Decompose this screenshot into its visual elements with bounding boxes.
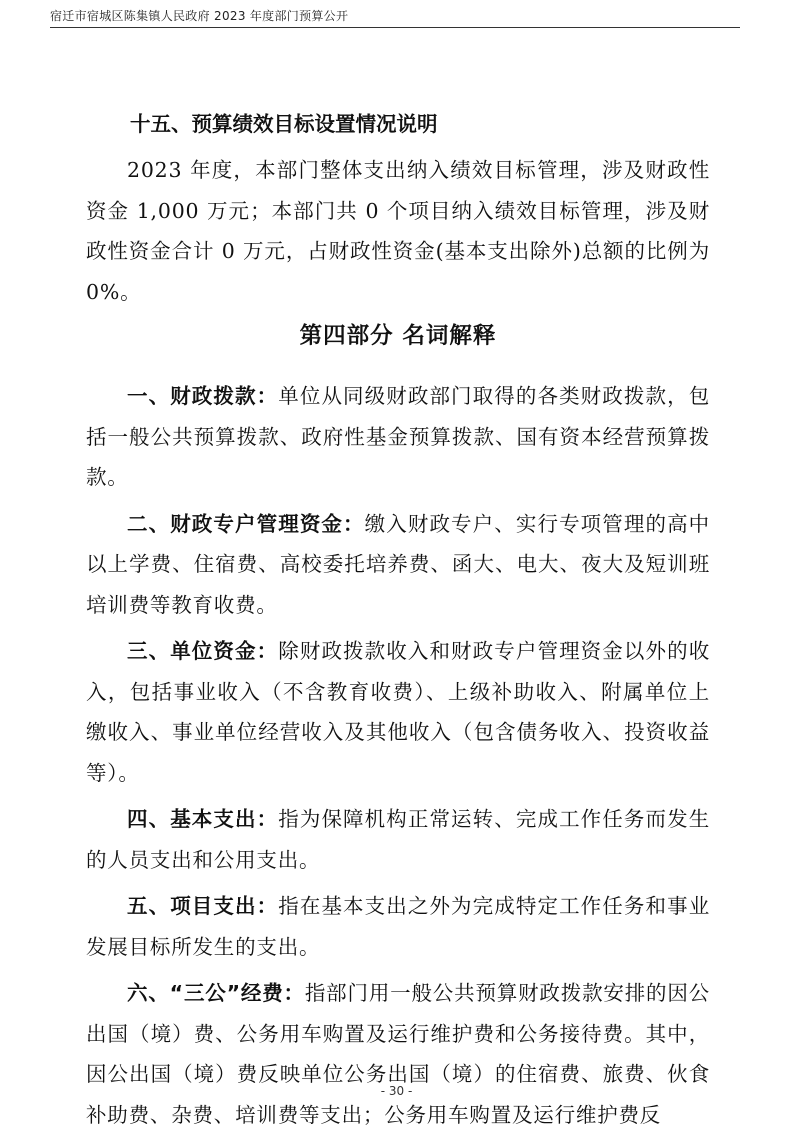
- term-definition: 缴入财政专户、实行专项管理的高中以上学费、住宿费、高校委托培养费、函大、电大、夜大及短训班培训费等教育收费。: [86, 511, 710, 617]
- page-number: - 30 -: [380, 1084, 413, 1098]
- term-paragraph: [86, 631, 710, 793]
- term-label: 三、单位资金：: [127, 639, 279, 663]
- term-definition: 指在基本支出之外为完成特定工作任务和事业发展目标所发生的支出。: [86, 894, 710, 959]
- document-body: [86, 96, 710, 1141]
- term-label: 六、“三公”经费：: [127, 981, 305, 1005]
- term-paragraph: [86, 886, 710, 967]
- term-definition: 除财政拨款收入和财政专户管理资金以外的收入，包括事业收入（不含教育收费）、上级补助收入、附属单位上缴收入、事业单位经营收入及其他收入（包含债务收入、投资收益等）。: [86, 639, 710, 785]
- term-label: 四、基本支出：: [127, 807, 279, 831]
- term-paragraph: [86, 799, 710, 880]
- section-paragraph: 2023 年度，本部门整体支出纳入绩效目标管理，涉及财政性资金 1,000 万元；本部门共 0 个项目纳入绩效目标管理，涉及财政性资金合计 0 万元，占财政性资金(基本支出除外)总额的比例为 0%。: [86, 158, 710, 304]
- section-title: 十五、预算绩效目标设置情况说明: [130, 112, 438, 136]
- header-divider: [50, 27, 740, 28]
- page-header: 宿迁市宿城区陈集镇人民政府 2023 年度部门预算公开: [50, 9, 349, 23]
- term-paragraph: [86, 973, 710, 1135]
- term-paragraph: [86, 504, 710, 626]
- term-label: 二、财政专户管理资金：: [127, 511, 365, 536]
- term-label: 一、财政拨款：: [127, 384, 279, 408]
- term-definition: 指部门用一般公共预算财政拨款安排的因公出国（境）费、公务用车购置及运行维护费和公务接待费。其中，因公出国（境）费反映单位公务出国（境）的住宿费、旅费、伙食补助费、杂费、培训费等支出；公务用车购置及运行维护费反: [86, 981, 710, 1127]
- term-definition: 单位从同级财政部门取得的各类财政拨款，包括一般公共预算拨款、政府性基金预算拨款、国有资本经营预算拨款。: [86, 384, 710, 489]
- term-paragraph: [86, 376, 710, 498]
- term-label: 五、项目支出：: [127, 894, 279, 918]
- part-title: 第四部分 名词解释: [299, 323, 497, 349]
- term-definition: 指为保障机构正常运转、完成工作任务而发生的人员支出和公用支出。: [86, 807, 710, 872]
